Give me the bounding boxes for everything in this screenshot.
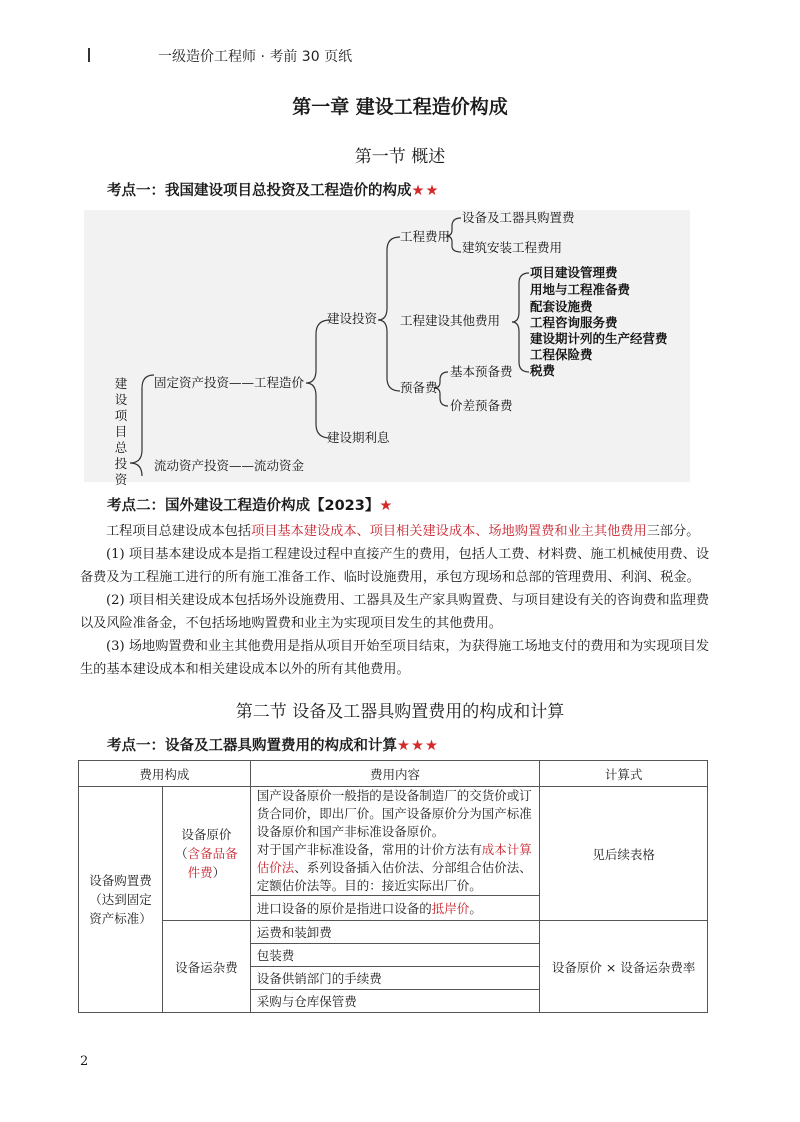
intro-prefix: 工程项目总建设成本包括 <box>106 524 252 539</box>
key-point-3-stars: ★★★ <box>397 738 439 754</box>
key-point-2-stars: ★ <box>379 498 394 514</box>
original-price-prefix: 设备原价（ <box>175 827 232 861</box>
transport-item: 运费和装卸费 <box>250 921 539 944</box>
header-cell: 费用内容 <box>250 761 539 787</box>
key-point-3 <box>107 734 439 755</box>
import-price-cell <box>250 896 539 921</box>
header-mark <box>88 48 90 62</box>
diagram-reserve: 预备费 <box>400 380 438 395</box>
diagram-root-label: 建设项目总投资 <box>114 376 128 487</box>
domestic-price-cell <box>250 787 539 896</box>
purchase-label-cell: 设备购置费（达到固定资产标准） <box>79 787 163 1013</box>
key-point-3-text: 考点一：设备及工器具购置费用的构成和计算 <box>107 738 397 754</box>
table-row <box>79 921 708 944</box>
key-point-2-text: 考点二：国外建设工程造价构成【2023】 <box>107 498 380 514</box>
diagram-other-item: 建设期计列的生产经营费 <box>530 331 668 346</box>
transport-item: 设备供销部门的手续费 <box>250 967 539 990</box>
domestic-text-2: 对于国产非标准设备，常用的计价方法有 <box>256 842 482 857</box>
running-header: 一级造价工程师 · 考前 30 页纸 <box>158 49 353 65</box>
section-title-1: 第一节 概述 <box>354 147 446 167</box>
diagram-other-costs: 工程建设其他费用 <box>400 313 501 328</box>
header-cell: 费用构成 <box>79 761 251 787</box>
investment-structure-diagram <box>84 210 690 487</box>
paragraph-2: (2) 项目相关建设成本包括场外设施费用、工器具及生产家具购置费、与项目建设有关的咨询费和监理费以及风险准备金，不包括场地购置费和业主为实现项目发生的其他费用。 <box>80 593 710 631</box>
transport-label-cell: 设备运杂费 <box>162 921 250 1013</box>
diagram-other-item: 工程保险费 <box>530 347 593 362</box>
intro-paragraph <box>80 520 710 543</box>
domestic-highlight: 成本计算估价法 <box>256 842 532 875</box>
original-price-highlight: 含备品备件费 <box>187 846 238 880</box>
key-point-1-text: 考点一：我国建设项目总投资及工程造价的构成 <box>107 183 412 199</box>
diagram-engineering-cost: 工程费用 <box>400 229 451 244</box>
import-suffix: 。 <box>469 901 482 916</box>
diagram-other-item: 配套设施费 <box>530 299 593 314</box>
paragraph-3: (3) 场地购置费和业主其他费用是指从项目开始至项目结束，为获得施工场地支付的费用和为实现项目发生的基本建设成本和相关建设成本以外的所有其他费用。 <box>80 639 710 677</box>
chapter-title: 第一章 建设工程造价构成 <box>292 96 508 118</box>
diagram-fixed-assets: 固定资产投资——工程造价 <box>154 375 305 390</box>
key-point-2 <box>107 494 393 515</box>
diagram-other-item: 税费 <box>530 363 556 378</box>
diagram-equipment: 设备及工器具购置费 <box>462 210 575 225</box>
domestic-text-1: 国产设备原价一般指的是设备制造厂的交货价或订货合同价，即出厂价。国产设备原价分为国产标准设备原价和国产非标准设备原价。 <box>256 788 532 839</box>
intro-highlight: 项目基本建设成本、项目相关建设成本、场地购置费和业主其他费用 <box>251 524 647 539</box>
table-header-row <box>79 761 708 787</box>
key-point-1 <box>107 179 440 200</box>
equipment-cost-table <box>78 760 708 1013</box>
original-price-suffix: ） <box>212 865 226 880</box>
intro-suffix: 三部分。 <box>646 524 700 539</box>
see-later-cell: 见后续表格 <box>540 787 708 921</box>
diagram-price-reserve: 价差预备费 <box>450 398 513 413</box>
diagram-construction-interest: 建设期利息 <box>327 430 390 445</box>
import-highlight: 抵岸价 <box>431 901 470 916</box>
diagram-other-item: 用地与工程准备费 <box>530 282 631 297</box>
paragraph-1: (1) 项目基本建设成本是指工程建设过程中直接产生的费用，包括人工费、材料费、施工机械使用费、设备费及为工程施工进行的所有施工准备工作、临时设施费用，承包方现场和总部的管理费用、利润、税金。 <box>80 547 710 585</box>
diagram-other-item: 工程咨询服务费 <box>530 315 618 330</box>
diagram-construction-investment: 建设投资 <box>327 311 378 326</box>
diagram-flowing-assets: 流动资产投资——流动资金 <box>154 458 305 473</box>
diagram-basic-reserve: 基本预备费 <box>450 364 513 379</box>
transport-item: 采购与仓库保管费 <box>250 990 539 1013</box>
domestic-text-3: 、系列设备插入估价法、分部组合估价法、定额估价法等。目的：接近实际出厂价。 <box>256 860 532 893</box>
transport-formula-cell: 设备原价 × 设备运杂费率 <box>540 921 708 1013</box>
key-point-1-stars: ★★ <box>411 183 440 199</box>
page-number: 2 <box>80 1054 89 1069</box>
original-price-cell <box>162 787 250 921</box>
diagram-other-item: 项目建设管理费 <box>530 265 618 280</box>
section-title-2: 第二节 设备及工器具购置费用的构成和计算 <box>235 702 565 722</box>
diagram-installation: 建筑安装工程费用 <box>462 240 563 255</box>
header-cell: 计算式 <box>540 761 708 787</box>
table-row <box>79 787 708 896</box>
transport-item: 包装费 <box>250 944 539 967</box>
import-prefix: 进口设备的原价是指进口设备的 <box>256 901 432 916</box>
